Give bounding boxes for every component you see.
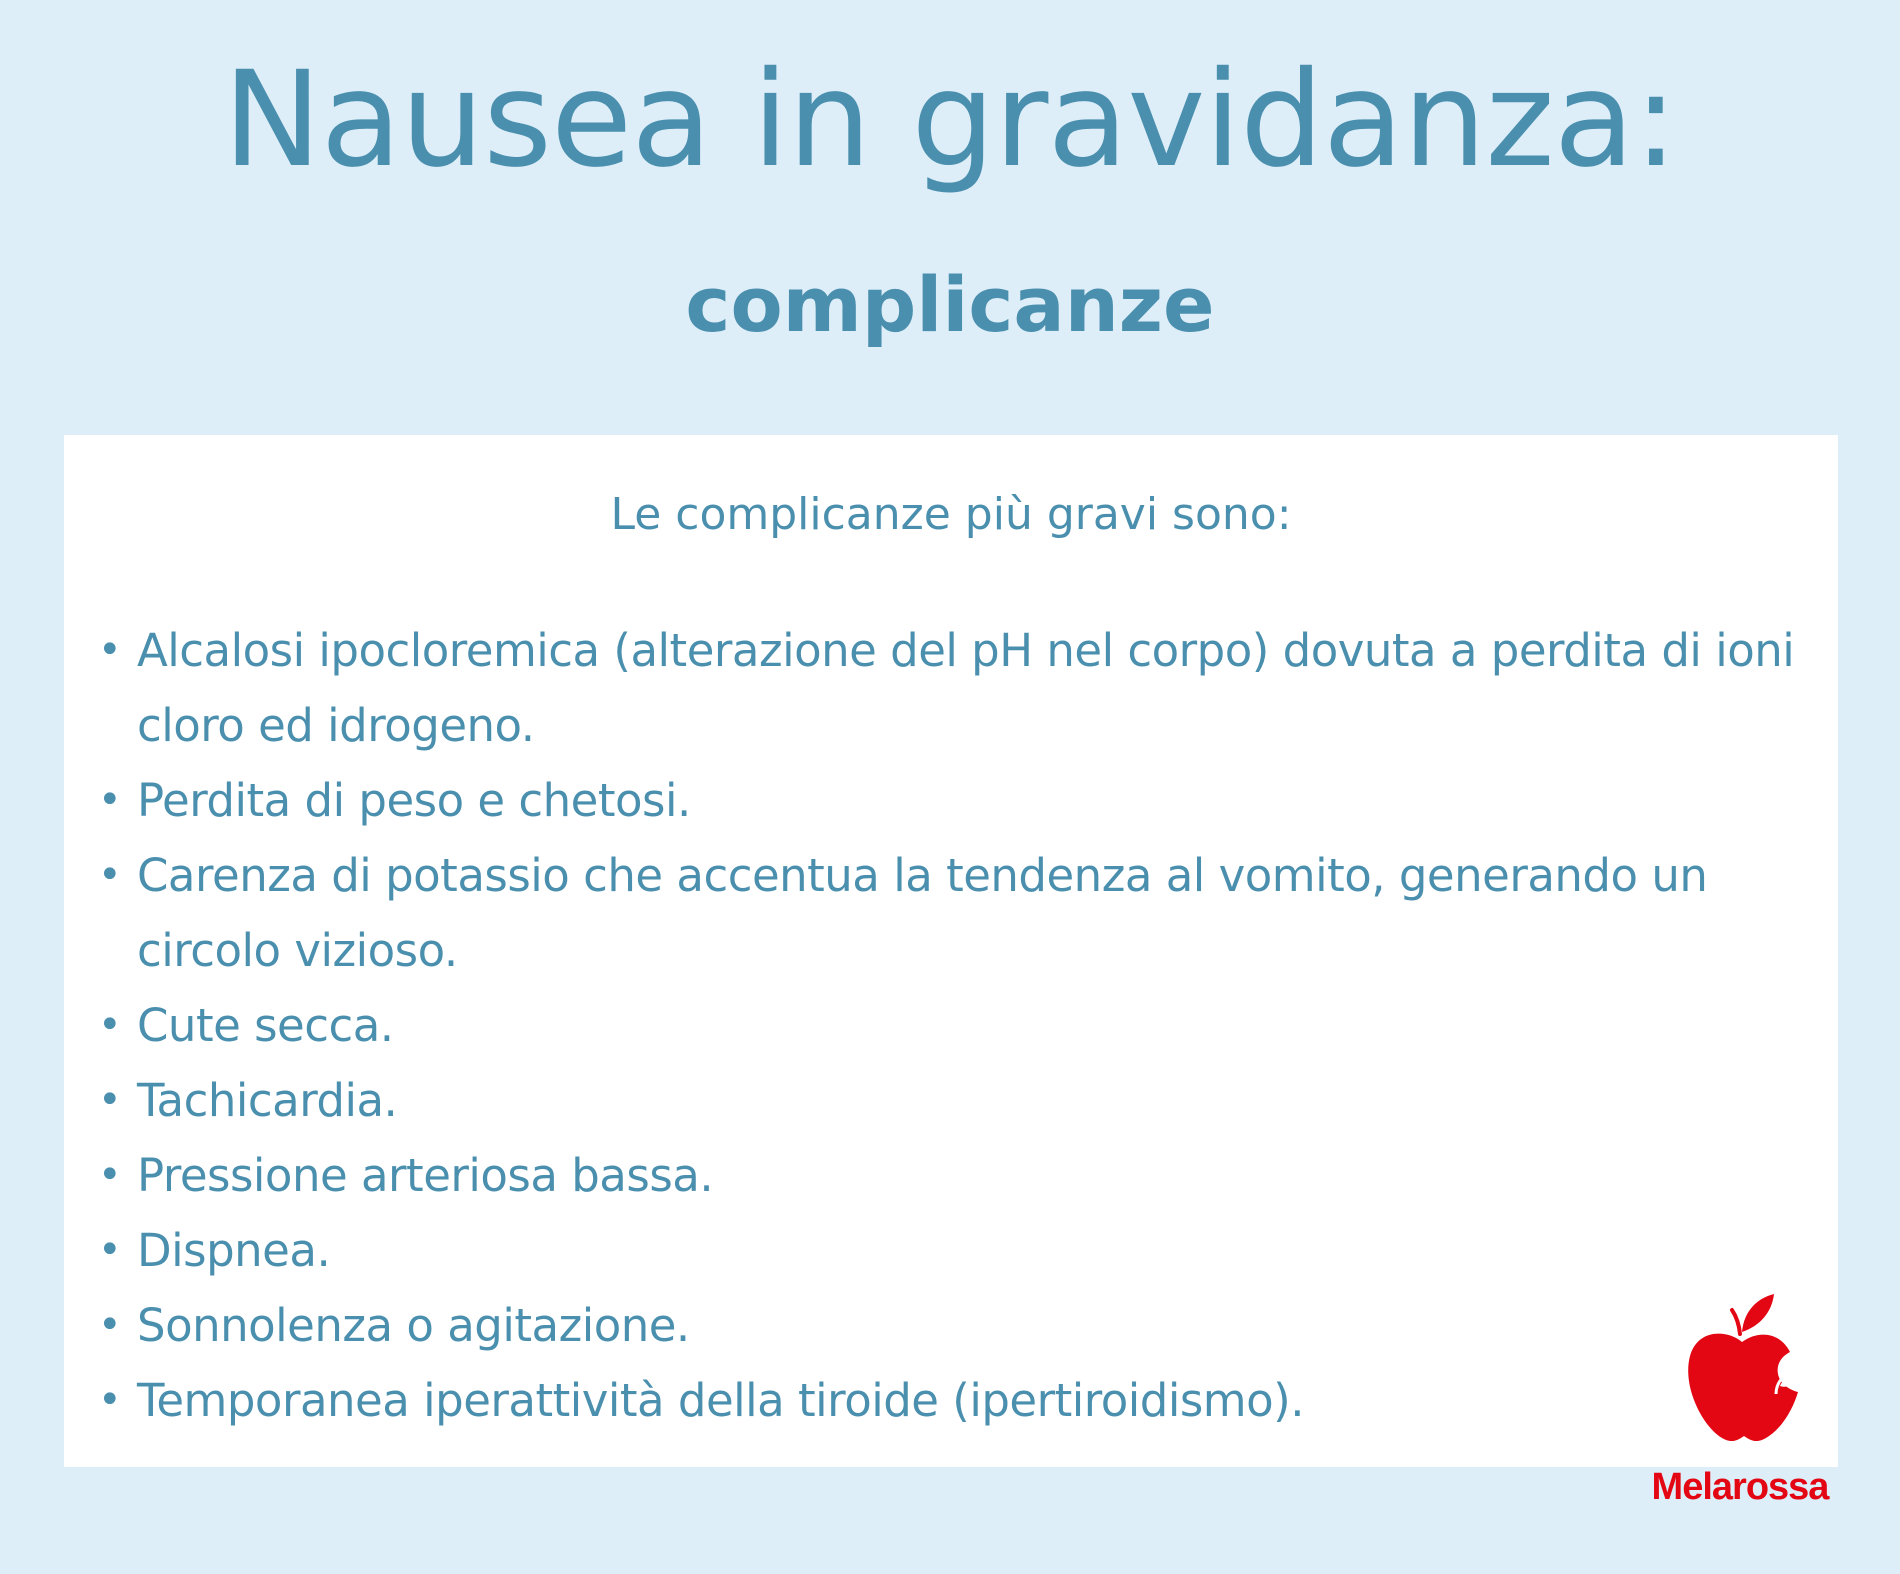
bullet-icon: • xyxy=(98,1377,122,1423)
bullet-icon: • xyxy=(98,777,122,823)
list-item xyxy=(98,1063,1818,1138)
list-item-label: Alcalosi ipocloremica (alterazione del pH nel corpo) dovuta a perdita di ioni cloro ed idrogeno. xyxy=(137,624,1795,752)
bullet-icon: • xyxy=(98,852,122,898)
bullet-icon: • xyxy=(98,1227,122,1273)
complications-list xyxy=(98,613,1818,1438)
intro-text: Le complicanze più gravi sono: xyxy=(610,489,1292,540)
list-item xyxy=(98,1288,1818,1363)
content-card xyxy=(64,435,1838,1467)
bullet-icon: • xyxy=(98,1077,122,1123)
brand-logo xyxy=(1640,1290,1840,1520)
list-item xyxy=(98,1363,1818,1438)
list-item xyxy=(98,1213,1818,1288)
bullet-icon: • xyxy=(98,1302,122,1348)
red-apple-icon xyxy=(1684,1290,1804,1450)
bullet-icon: • xyxy=(98,1002,122,1048)
page-title: Nausea in gravidanza: xyxy=(222,43,1678,197)
page-subtitle: complicanze xyxy=(685,260,1215,349)
list-item-label: Temporanea iperattività della tiroide (ipertiroidismo). xyxy=(137,1374,1305,1427)
list-item xyxy=(98,988,1818,1063)
list-item-label: Perdita di peso e chetosi. xyxy=(137,774,691,827)
list-item-label: Pressione arteriosa bassa. xyxy=(137,1149,714,1202)
list-item xyxy=(98,613,1818,763)
brand-name: Melarossa xyxy=(1651,1466,1829,1508)
list-item xyxy=(98,838,1818,988)
list-item-label: Dispnea. xyxy=(137,1224,331,1277)
bullet-icon: • xyxy=(98,627,122,673)
list-item-label: Sonnolenza o agitazione. xyxy=(137,1299,690,1352)
list-item-label: Cute secca. xyxy=(137,999,394,1052)
list-item xyxy=(98,763,1818,838)
bullet-icon: • xyxy=(98,1152,122,1198)
list-item xyxy=(98,1138,1818,1213)
list-item-label: Tachicardia. xyxy=(137,1074,398,1127)
list-item-label: Carenza di potassio che accentua la tendenza al vomito, generando un circolo vizioso. xyxy=(137,849,1708,977)
